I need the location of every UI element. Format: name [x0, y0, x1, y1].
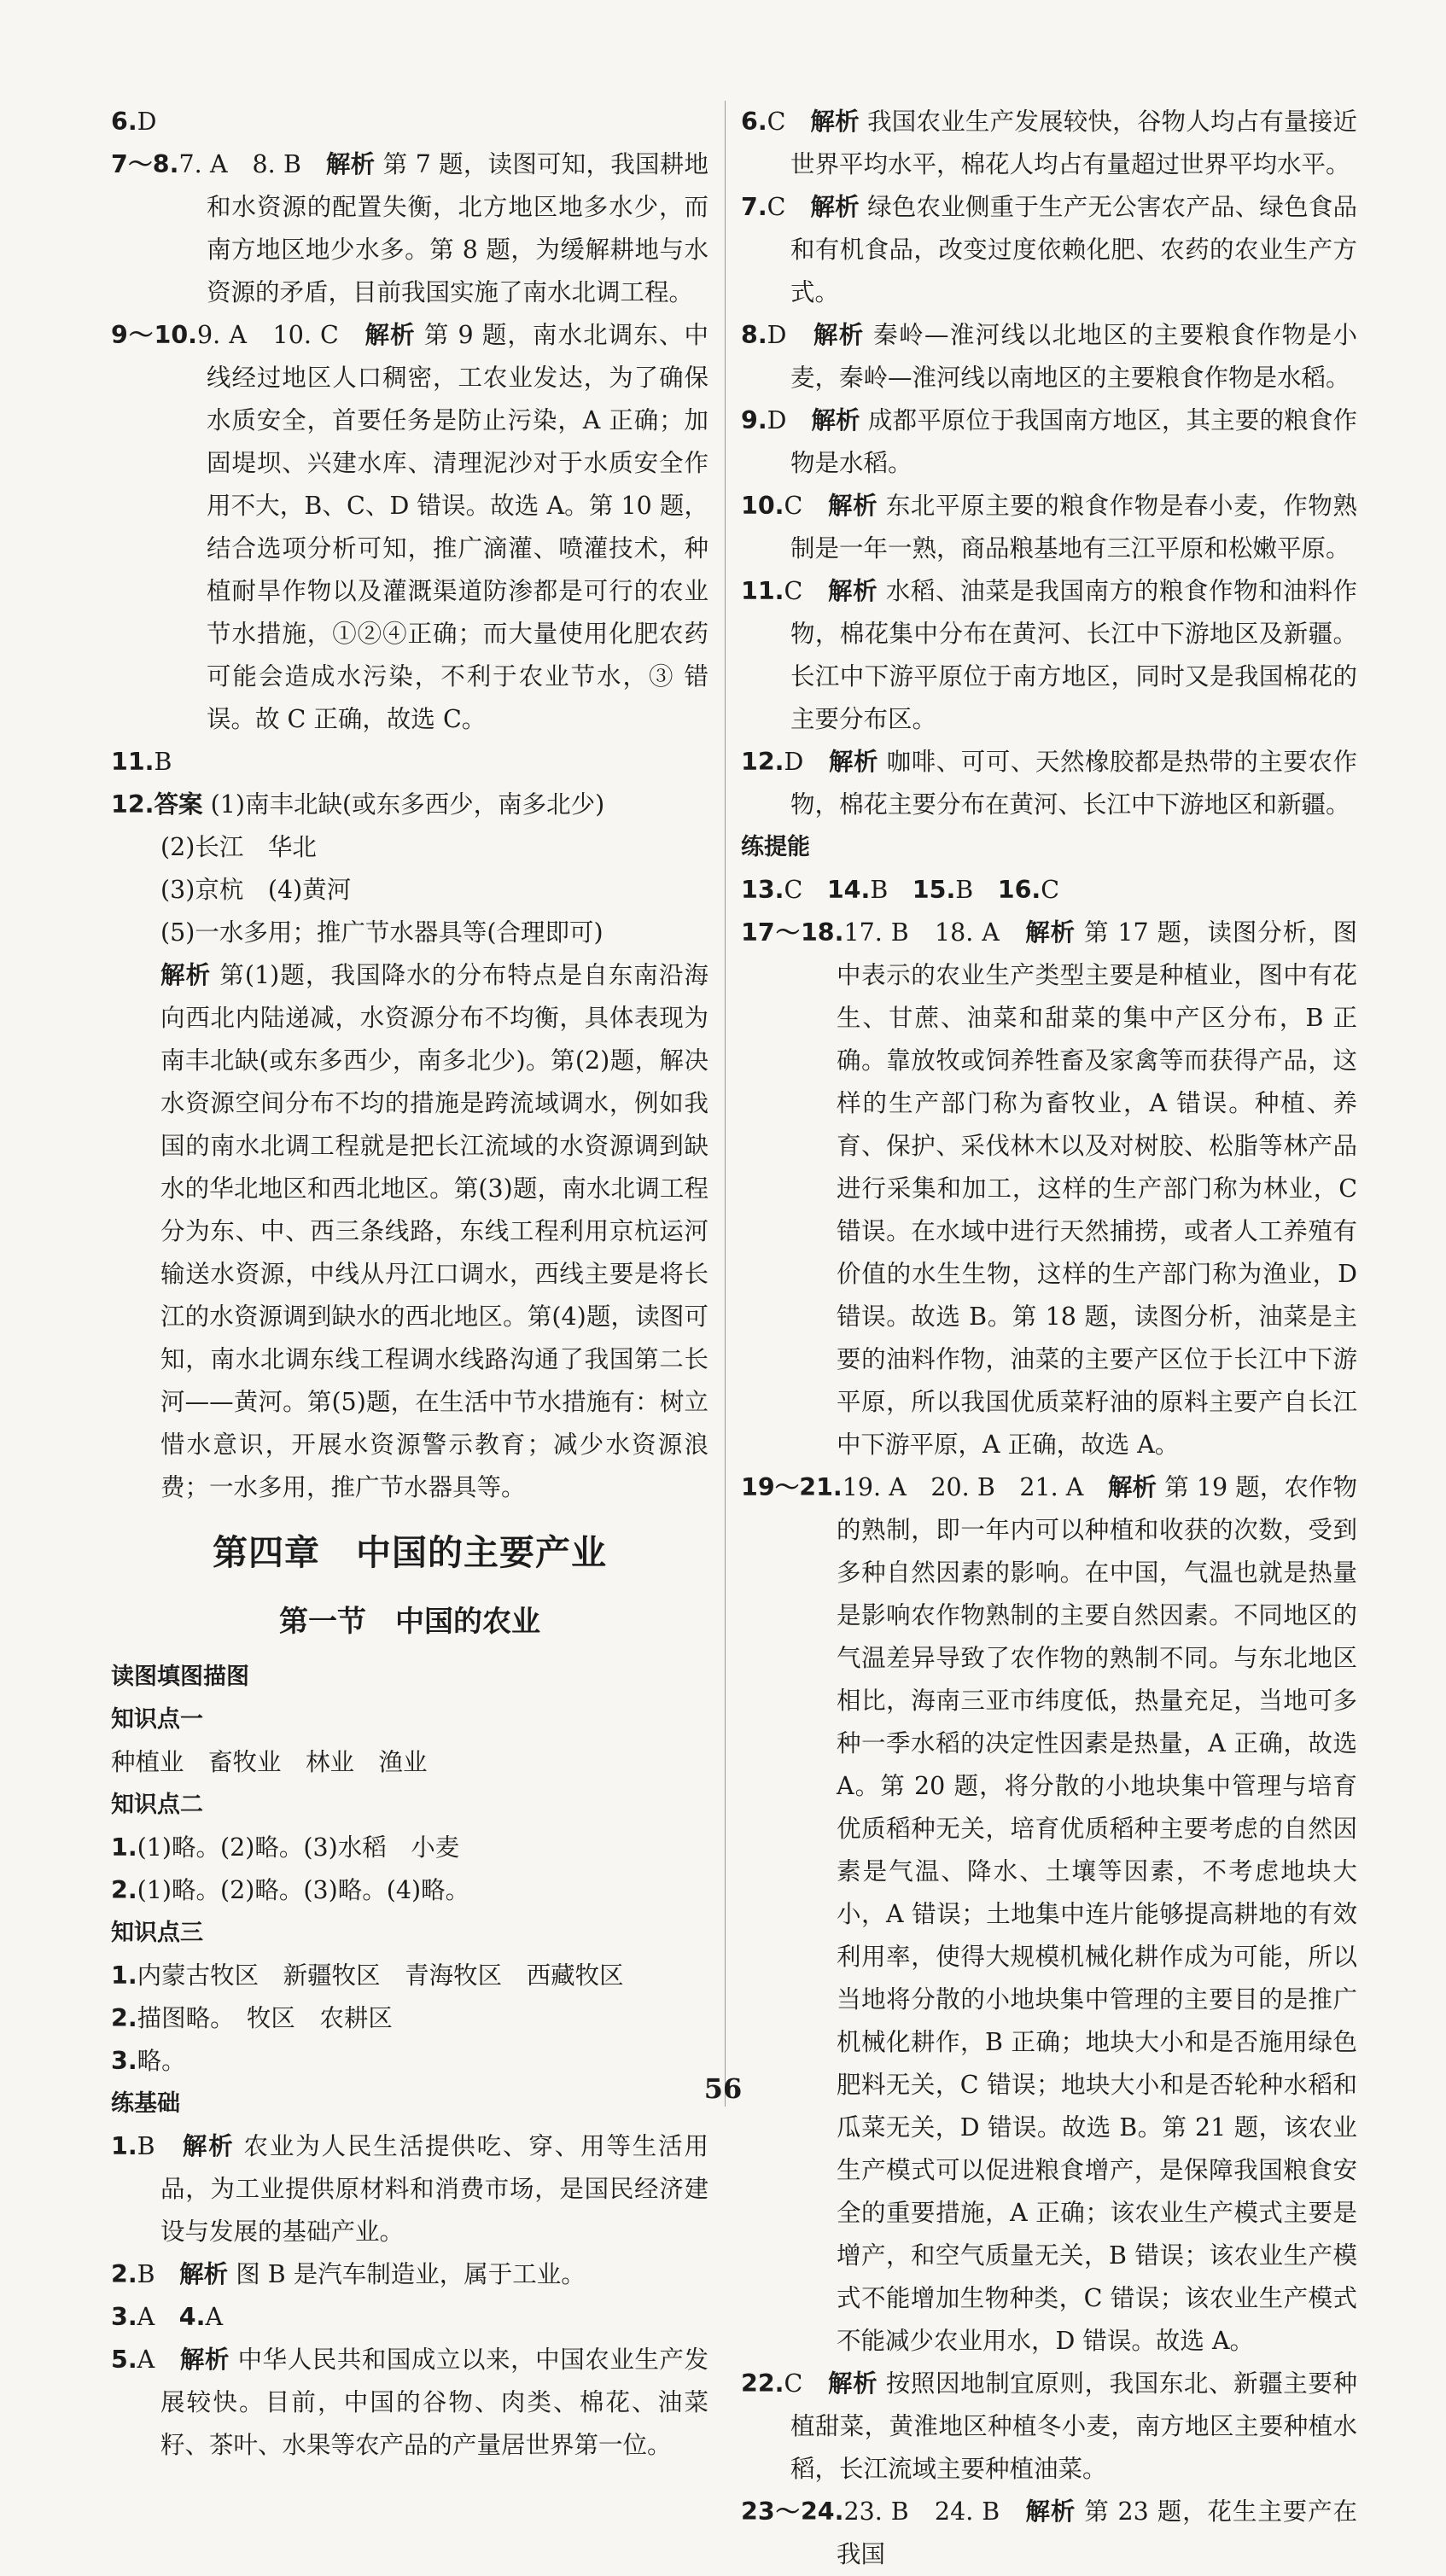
answer-19-21: 19～21.19. A 20. B 21. A 解析 第 19 题，农作物的熟制，即一年内可以种植和收获的次数，受到多种自然因素的影响。在中国，气温也就是热量是影响农作物熟制的主要自然因素。不同地区的气温差异导致了农作物的熟制不同。与东北地区相比，海南三亚市纬度低，热量充足，当地可多种一季水稻的决定性因素是热量，A 正确，故选 A。第 20 题，将分散的小地块集中管理与培育优质稻种无关，培育优质稻种主要考虑的自然因素是气温、降水、土壤等因素，不考虑地块大小，A 错误；土地集中连片能够提高耕地的有效利用率，使得大规模机械化耕作成为可能，所以当地将分散的小地块集中管理的主要目的是推广机械化耕作，B 正确；地块大小和是否施用绿色肥料无关，C 错误；地块大小和是否轮种水稻和瓜菜无关，D 错误。故选 B。第 21 题，该农业生产模式可以促进粮食增产，是保障我国粮食安全的重要措施，A 正确；该农业生产模式主要是增产，和空气质量无关，B 错误；该农业生产模式不能增加生物种类，C 错误；该农业生产模式不能减少农业用水，D 错误。故选 A。: [741, 1473, 1357, 2355]
knowledge-point-3: 知识点三: [111, 1920, 203, 1946]
knowledge-point-1-text: 种植业 畜牧业 林业 渔业: [111, 1748, 428, 1776]
answer-22: 22.C 解析 按照因地制宜原则，我国东北、新疆主要种植甜菜，黄淮地区种植冬小麦，南方地区主要种植水稻，长江流域主要种植油菜。: [741, 2369, 1357, 2483]
basic-answer-5: 5.A 解析 中华人民共和国成立以来，中国农业生产发展较快。目前，中国的谷物、肉类、棉花、油菜籽、茶叶、水果等农产品的产量居世界第一位。: [111, 2346, 708, 2459]
answer-r8: 8.D 解析 秦岭—淮河线以北地区的主要粮食作物是小麦，秦岭—淮河线以南地区的主要粮食作物是水稻。: [741, 321, 1357, 392]
answer-13-16: 13.C 14.B 15.B 16.C: [741, 876, 1060, 904]
kp3-item-2: 2.描图略。 牧区 农耕区: [111, 2004, 393, 2032]
answer-7-8: 7～8.7. A 8. B 解析 第 7 题，读图可知，我国耕地和水资源的配置失衡，北方地区地多水少，而南方地区地少水多。第 8 题，为缓解耕地与水资源的矛盾，目前我国实施了南水北调工程。: [111, 150, 708, 306]
answer-12-part3: (3)京杭 (4)黄河: [160, 876, 352, 904]
answer-12: 12.答案 (1)南丰北缺(或东多西少，南多北少): [111, 790, 605, 819]
knowledge-point-2: 知识点二: [111, 1792, 203, 1818]
map-section-heading: 读图填图描图: [111, 1664, 249, 1690]
kp2-item-2: 2.(1)略。(2)略。(3)略。(4)略。: [111, 1876, 470, 1904]
answer-r10: 10.C 解析 东北平原主要的粮食作物是春小麦，作物熟制是一年一熟，商品粮基地有三江平原和松嫩平原。: [741, 492, 1357, 562]
column-divider: [725, 101, 726, 2107]
kp2-item-1: 1.(1)略。(2)略。(3)水稻 小麦: [111, 1833, 460, 1862]
answer-r9: 9.D 解析 成都平原位于我国南方地区，其主要的粮食作物是水稻。: [741, 406, 1357, 477]
right-column: [741, 101, 1357, 2576]
basic-answer-3-4: 3.A 4.A: [111, 2303, 224, 2331]
improve-practice-heading: 练提能: [741, 834, 810, 860]
answer-6: 6.D: [111, 108, 157, 136]
answer-12-analysis: 解析 第(1)题，我国降水的分布特点是自东南沿海向西北内陆递减，水资源分布不均衡，具体表现为南丰北缺(或东多西少，南多北少)。第(2)题，解决水资源空间分布不均的措施是跨流域调水，例如我国的南水北调工程就是把长江流域的水资源调到缺水的华北地区和西北地区。第(3)题，南水北调工程分为东、中、西三条线路，东线工程利用京杭运河输送水资源，中线从丹江口调水，西线主要是将长江的水资源调到缺水的西北地区。第(4)题，读图可知，南水北调东线工程调水线路沟通了我国第二长河——黄河。第(5)题，在生活中节水措施有：树立惜水意识，开展水资源警示教育；减少水资源浪费；一水多用，推广节水器具等。: [160, 961, 708, 1501]
section-title: 第一节 中国的农业: [279, 1605, 540, 1639]
chapter-title: 第四章 中国的主要产业: [213, 1532, 607, 1573]
basic-answer-2: 2.B 解析 图 B 是汽车制造业，属于工业。: [111, 2260, 586, 2288]
page-number: 56: [703, 2072, 743, 2105]
answer-12-part5: (5)一水多用；推广节水器具等(合理即可): [160, 918, 603, 947]
answer-9-10: 9～10.9. A 10. C 解析 第 9 题，南水北调东、中线经过地区人口稠密，工农业发达，为了确保水质安全，首要任务是防止污染，A 正确；加固堤坝、兴建水库、清理泥沙对于水质安全作用不大，B、C、D 错误。故选 A。第 10 题，结合选项分析可知，推广滴灌、喷灌技术，种植耐旱作物以及灌溉渠道防渗都是可行的农业节水措施，①②④正确；而大量使用化肥农药可能会造成水污染，不利于农业节水，③ 错误。故 C 正确，故选 C。: [111, 321, 708, 733]
answer-r7: 7.C 解析 绿色农业侧重于生产无公害农产品、绿色食品和有机食品，改变过度依赖化肥、农药的农业生产方式。: [741, 193, 1357, 306]
basic-answer-1: 1.B 解析 农业为人民生活提供吃、穿、用等生活用品，为工业提供原材料和消费市场，是国民经济建设与发展的基础产业。: [111, 2132, 708, 2246]
kp3-item-3: 3.略。: [111, 2047, 186, 2075]
answer-23-24: 23～24.23. B 24. B 解析 第 23 题，花生主要产在我国: [741, 2497, 1357, 2568]
answer-17-18: 17～18.17. B 18. A 解析 第 17 题，读图分析，图中表示的农业生产类型主要是种植业，图中有花生、甘蔗、油菜和甜菜的集中产区分布，B 正确。靠放牧或饲养牲畜及家禽等而获得产品，这样的生产部门称为畜牧业，A 错误。种植、养育、保护、采伐林木以及对树胶、松脂等林产品进行采集和加工，这样的生产部门称为林业，C 错误。在水域中进行天然捕捞，或者人工养殖有价值的水生生物，这样的生产部门称为渔业，D 错误。故选 B。第 18 题，读图分析，油菜是主要的油料作物，油菜的主要产区位于长江中下游平原，所以我国优质菜籽油的原料主要产自长江中下游平原，A 正确，故选 A。: [741, 918, 1357, 1459]
answer-11: 11.B: [111, 748, 172, 776]
answer-r6: 6.C 解析 我国农业生产发展较快，谷物人均占有量接近世界平均水平，棉花人均占有量超过世界平均水平。: [741, 108, 1357, 178]
kp3-item-1: 1.内蒙古牧区 新疆牧区 青海牧区 西藏牧区: [111, 1961, 624, 1990]
answer-12-part2: (2)长江 华北: [160, 833, 317, 861]
left-column: [111, 101, 708, 2467]
basic-practice-heading: 练基础: [111, 2090, 180, 2117]
answer-r12: 12.D 解析 咖啡、可可、天然橡胶都是热带的主要农作物，棉花主要分布在黄河、长江中下游地区和新疆。: [741, 748, 1357, 819]
answer-r11: 11.C 解析 水稻、油菜是我国南方的粮食作物和油料作物，棉花集中分布在黄河、长江中下游地区及新疆。长江中下游平原位于南方地区，同时又是我国棉花的主要分布区。: [741, 577, 1357, 733]
knowledge-point-1: 知识点一: [111, 1706, 203, 1733]
